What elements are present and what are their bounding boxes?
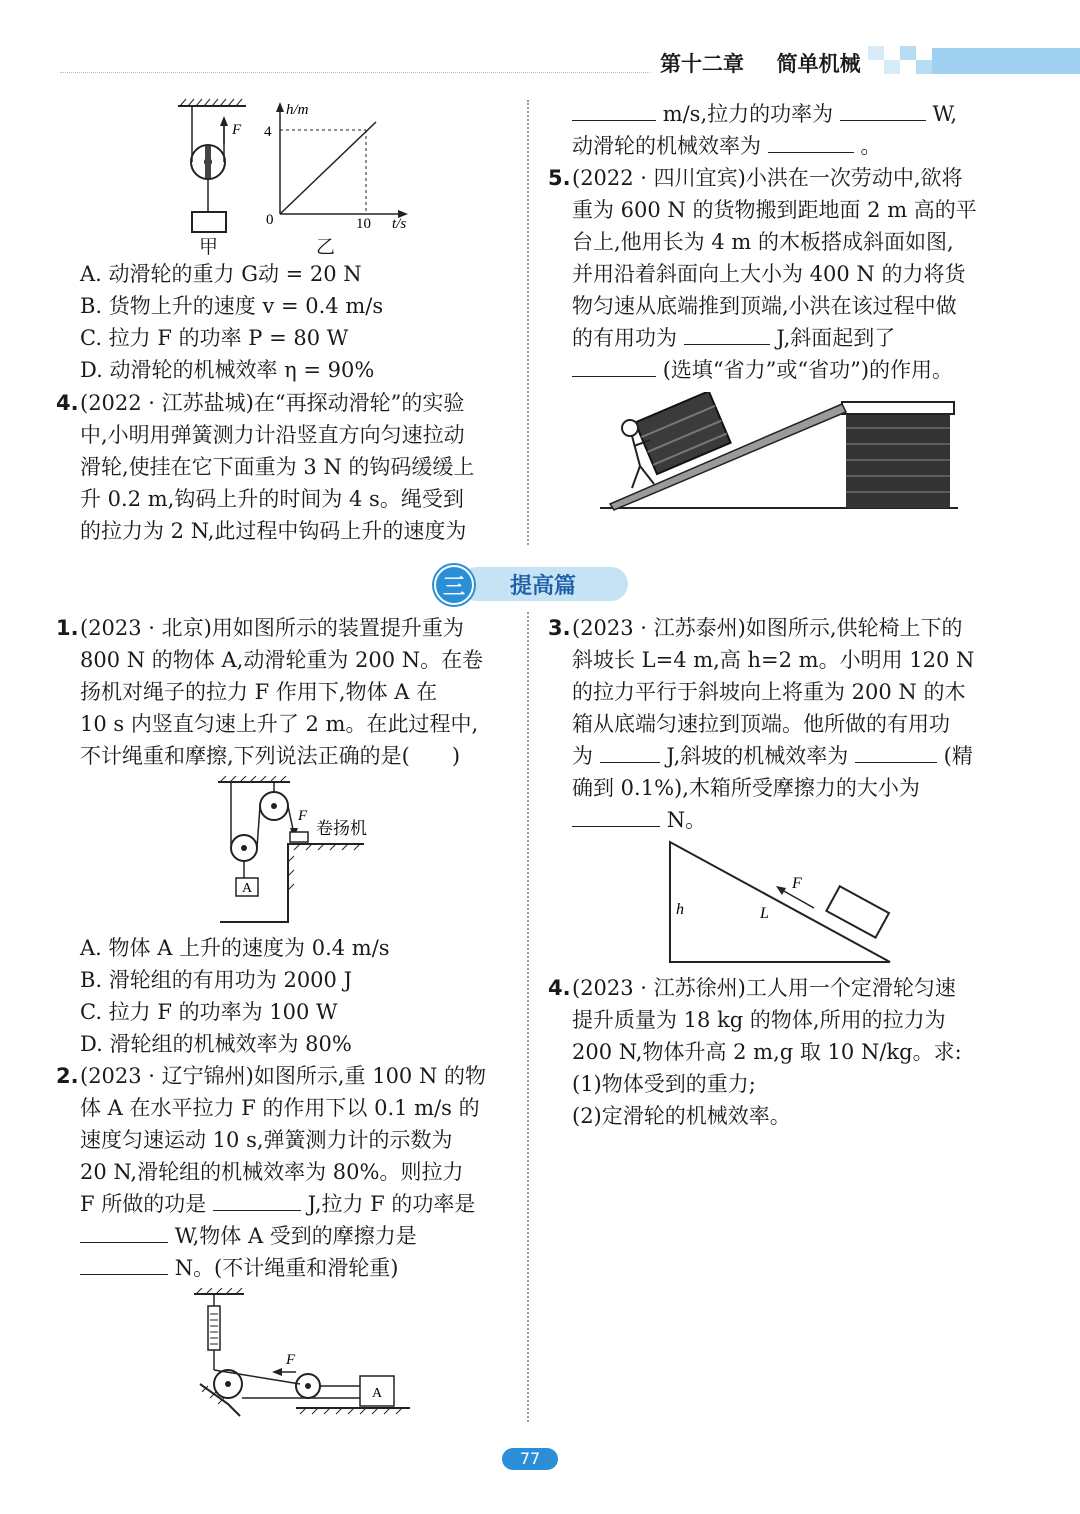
- p2-line-1: (2023 · 辽宁锦州)如图所示,重 100 N 的物: [80, 1064, 487, 1088]
- p4-number: 4.: [548, 976, 571, 1000]
- figure-spring-scale: [192, 1288, 422, 1420]
- column-divider-bottom: [527, 612, 529, 1422]
- tick-y-4: 4: [264, 124, 272, 140]
- q4-continuation-2: [572, 130, 881, 162]
- section-banner: [434, 563, 628, 603]
- p3-line-7: [572, 804, 706, 836]
- p2-line-7: [80, 1252, 398, 1284]
- p1-option-d[interactable]: D. 滑轮组的机械效率为 80%: [80, 1032, 352, 1056]
- q4-continuation-1: [572, 98, 957, 130]
- figure-slope: [664, 838, 894, 968]
- q4-line-4: 升 0.2 m,钩码上升的时间为 4 s。绳受到: [80, 487, 464, 511]
- figure-ramp-crate: [596, 392, 966, 514]
- slope-height-label: h: [676, 901, 684, 918]
- winch: [290, 832, 308, 842]
- p2-line-6: [80, 1220, 417, 1252]
- spring-scale: [208, 1306, 220, 1350]
- p2-number: 2.: [56, 1064, 79, 1088]
- p1-number: 1.: [56, 616, 79, 640]
- answer-blank[interactable]: [600, 740, 660, 763]
- p3-line-2: 斜坡长 L=4 m,高 h=2 m。小明用 120 N: [572, 648, 975, 672]
- p3-friction-unit: N。: [666, 808, 707, 832]
- q5-line-1: (2022 · 四川宜宾)小洪在一次劳动中,欲将: [572, 166, 963, 190]
- p1-line-4: 10 s 内竖直匀速上升了 2 m。在此过程中,: [80, 712, 479, 736]
- q4-line-5: 的拉力为 2 N,此过程中钩码上升的速度为: [80, 519, 467, 543]
- q3-option-a[interactable]: A. 动滑轮的重力 G动 = 20 N: [80, 262, 362, 286]
- chapter-number: 第十二章: [660, 52, 744, 76]
- p3-line-1: (2023 · 江苏泰州)如图所示,供轮椅上下的: [572, 616, 963, 640]
- answer-blank[interactable]: [80, 1220, 168, 1243]
- q5-choice-text: (选填“省力”或“省功”)的作用。: [662, 358, 954, 382]
- q3-option-d[interactable]: D. 动滑轮的机械效率 η = 90%: [80, 358, 375, 382]
- p2-friction-text: W,物体 A 受到的摩擦力是: [174, 1224, 417, 1248]
- q3-option-b[interactable]: B. 货物上升的速度 v = 0.4 m/s: [80, 294, 384, 318]
- p3-useful-work-text: 为: [572, 744, 593, 768]
- q5-number: 5.: [548, 166, 571, 190]
- p2-note-text: N。(不计绳重和滑轮重): [174, 1256, 399, 1280]
- section-icon-glyph: 三: [442, 575, 465, 600]
- q4-number: 4.: [56, 391, 79, 415]
- q5-line-7: [572, 354, 953, 386]
- p2-line-2: 体 A 在水平拉力 F 的作用下以 0.1 m/s 的: [80, 1096, 480, 1120]
- p3-number: 3.: [548, 616, 571, 640]
- answer-blank[interactable]: [855, 740, 937, 763]
- winch-label: 卷扬机: [316, 819, 367, 838]
- p4-line-3: 200 N,物体升高 2 m,g 取 10 N/kg。求:: [572, 1040, 962, 1064]
- p2-line-3: 速度匀速运动 10 s,弹簧测力计的示数为: [80, 1128, 453, 1152]
- object-a-label: A: [242, 881, 253, 896]
- tick-x-10: 10: [356, 216, 371, 232]
- q4-line-1: (2022 · 江苏盐城)在“再探动滑轮”的实验: [80, 391, 465, 415]
- q3-option-c[interactable]: C. 拉力 F 的功率 P = 80 W: [80, 326, 349, 350]
- chapter-title: 简单机械: [776, 52, 861, 76]
- slope-length-label: L: [760, 905, 769, 922]
- page-number: [502, 1448, 558, 1470]
- p3-line-5: [572, 740, 973, 772]
- q4-speed-unit: m/s,拉力的功率为: [662, 102, 834, 126]
- p1-option-a[interactable]: A. 物体 A 上升的速度为 0.4 m/s: [80, 936, 390, 960]
- p2-line-5: [80, 1188, 475, 1220]
- p1-option-b[interactable]: B. 滑轮组的有用功为 2000 J: [80, 968, 352, 992]
- header-rule: [60, 72, 650, 73]
- slope-box: [826, 886, 889, 937]
- section-icon: [434, 565, 474, 605]
- section-title: 提高篇: [510, 574, 577, 599]
- origin-label: 0: [266, 212, 274, 228]
- q4-line-3: 滑轮,使挂在它下面重为 3 N 的钩码缓缓上: [80, 455, 475, 479]
- p4-line-4: (1)物体受到的重力;: [572, 1072, 756, 1096]
- answer-blank[interactable]: [572, 98, 656, 121]
- q5-line-5: 物匀速从底端推到顶端,小洪在该过程中做: [572, 294, 957, 318]
- figure-pulley-winch: [214, 776, 384, 924]
- answer-blank[interactable]: [768, 130, 854, 153]
- answer-blank[interactable]: [684, 322, 770, 345]
- p4-line-5: (2)定滑轮的机械效率。: [572, 1104, 791, 1128]
- p3-precision-text: (精: [943, 744, 973, 768]
- q5-line-3: 台上,他用长为 4 m 的木板搭成斜面如图,: [572, 230, 954, 254]
- p2-work-text: F 所做的功是: [80, 1192, 207, 1216]
- weight-block: [192, 212, 226, 232]
- q5-useful-work-text: 的有用功为: [572, 326, 677, 350]
- force-label: F: [232, 122, 242, 138]
- p4-line-2: 提升质量为 18 kg 的物体,所用的拉力为: [572, 1008, 946, 1032]
- figure-label-yi: 乙: [316, 236, 336, 258]
- answer-blank[interactable]: [572, 354, 656, 377]
- p1-option-c[interactable]: C. 拉力 F 的功率为 100 W: [80, 1000, 338, 1024]
- q5-line-4: 并用沿着斜面向上大小为 400 N 的力将货: [572, 262, 966, 286]
- p1-line-3: 扬机对绳子的拉力 F 作用下,物体 A 在: [80, 680, 438, 704]
- q4-line-2: 中,小明用弹簧测力计沿竖直方向匀速拉动: [80, 423, 465, 447]
- q5-line-2: 重为 600 N 的货物搬到距地面 2 m 高的平: [572, 198, 977, 222]
- q5-line-6: [572, 322, 895, 354]
- q4-period: 。: [860, 134, 882, 158]
- winch-force-label: F: [298, 808, 308, 824]
- p1-line-5: 不计绳重和摩擦,下列说法正确的是( ): [80, 744, 461, 768]
- page-number-text: 77: [519, 1449, 541, 1468]
- answer-blank[interactable]: [840, 98, 926, 121]
- p1-line-1: (2023 · 北京)用如图所示的装置提升重为: [80, 616, 464, 640]
- q5-slope-text: J,斜面起到了: [776, 326, 896, 350]
- axis-y-label: h/m: [286, 102, 309, 118]
- q4-power-unit: W,: [932, 102, 958, 126]
- column-divider-top: [527, 100, 529, 545]
- p3-line-4: 箱从底端匀速拉到顶端。他所做的有用功: [572, 712, 950, 736]
- p3-line-3: 的拉力平行于斜坡向上将重为 200 N 的木: [572, 680, 966, 704]
- p2-line-4: 20 N,滑轮组的机械效率为 80%。则拉力: [80, 1160, 464, 1184]
- p2-power-text: J,拉力 F 的功率是: [307, 1192, 476, 1216]
- q4-efficiency-text: 动滑轮的机械效率为: [572, 134, 761, 158]
- answer-blank[interactable]: [80, 1252, 168, 1275]
- axis-x-label: t/s: [392, 216, 407, 232]
- p4-line-1: (2023 · 江苏徐州)工人用一个定滑轮匀速: [572, 976, 956, 1000]
- object-a-box-label: A: [372, 1386, 383, 1401]
- answer-blank[interactable]: [213, 1188, 301, 1211]
- p3-efficiency-text: J,斜坡的机械效率为: [666, 744, 849, 768]
- p3-line-6: 确到 0.1%),木箱所受摩擦力的大小为: [572, 776, 920, 800]
- p1-line-2: 800 N 的物体 A,动滑轮重为 200 N。在卷: [80, 648, 484, 672]
- graph-line: [280, 122, 376, 214]
- slope-force-label: F: [792, 875, 802, 892]
- chapter-header: [660, 48, 861, 78]
- figure-label-jia: 甲: [199, 236, 219, 258]
- header-decor: [868, 46, 1080, 76]
- spring-force-label: F: [286, 1352, 296, 1368]
- answer-blank[interactable]: [572, 804, 660, 827]
